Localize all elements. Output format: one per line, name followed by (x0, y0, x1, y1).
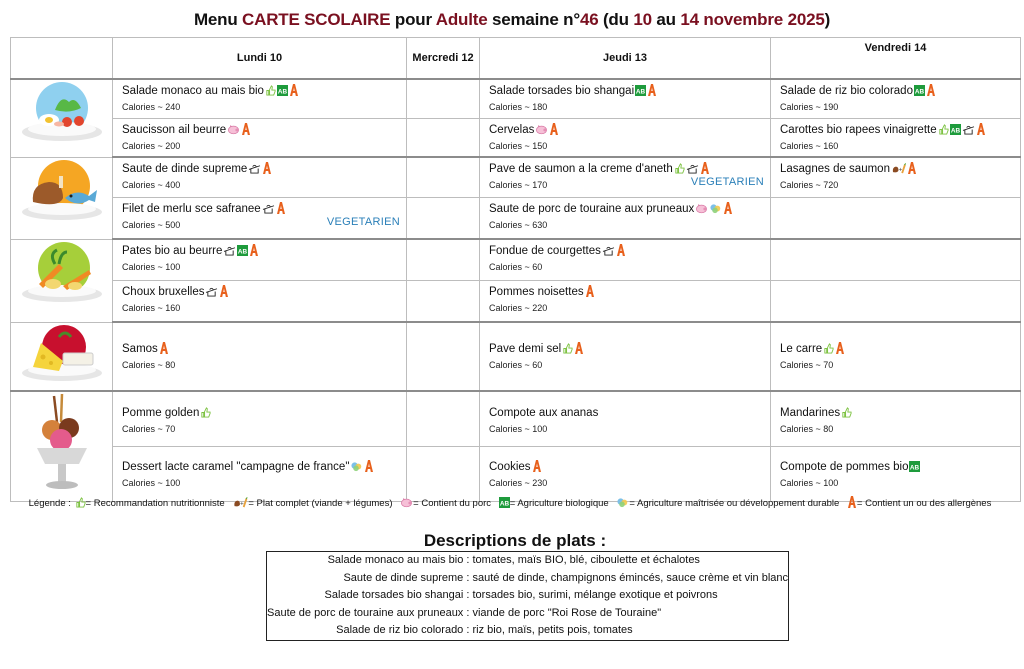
calories: Calories ~ 190 (780, 102, 839, 112)
dish-cell (771, 391, 1021, 447)
dish-cell (113, 391, 407, 447)
allergen-icon (262, 162, 272, 174)
description-row (267, 622, 789, 640)
day-header-vendredi: Vendredi 14 (771, 38, 1021, 80)
complete-meal-icon (891, 163, 906, 174)
image-header-cell (11, 38, 113, 80)
dish-name: Mandarines (780, 406, 841, 419)
day-header-lundi: Lundi 10 (113, 38, 407, 80)
allergen-icon (276, 202, 286, 214)
empty-cell (407, 79, 480, 118)
empty-cell (771, 197, 1021, 239)
table-row (11, 197, 1021, 239)
allergen-icon (723, 202, 733, 214)
dish-cell (771, 322, 1021, 391)
description-separator: : (463, 589, 473, 602)
starter-image (11, 79, 113, 157)
pig-icon (400, 497, 413, 508)
dish-name: Cervelas (489, 123, 535, 136)
empty-cell (771, 239, 1021, 280)
description-text: torsades bio, surimi, mélange exotique et poivrons (472, 589, 718, 602)
cooked-icon (223, 245, 236, 256)
cheese-image (11, 322, 113, 391)
dish-cell (480, 239, 771, 280)
ice-cream-cup-icon (27, 392, 97, 496)
calories: Calories ~ 160 (122, 302, 181, 313)
dish-cell (113, 118, 407, 157)
dish-cell (480, 322, 771, 391)
calories: Calories ~ 220 (489, 302, 548, 313)
description-separator: : (463, 606, 473, 619)
calories: Calories ~ 100 (489, 423, 548, 434)
dish-name: Pave demi sel (489, 343, 562, 355)
allergen-icon (976, 123, 986, 135)
pig-icon (535, 124, 548, 135)
side-dish-image (11, 239, 113, 322)
cooked-icon (602, 245, 615, 256)
calories: Calories ~ 720 (780, 180, 839, 190)
calories: Calories ~ 60 (489, 262, 543, 272)
vegetarian-label: VEGETARIEN (690, 176, 764, 188)
dish-cell (771, 79, 1021, 118)
thumb-up-icon (265, 85, 276, 96)
dish-cell (113, 322, 407, 391)
main-dish-image (11, 157, 113, 239)
legend-item-allergenes: = Contient un ou des allergènes (846, 498, 991, 509)
dish-name: Carottes bio rapees vinaigrette (780, 123, 937, 136)
dish-name: Saucisson ail beurre (122, 123, 227, 136)
dish-name: Fondue de courgettes (489, 245, 601, 257)
bio-icon (950, 124, 961, 135)
calories: Calories ~ 500 (122, 219, 181, 230)
legend-item-bio: = Agriculture biologique (498, 498, 609, 509)
dish-cell (113, 197, 407, 239)
thumb-up-icon (938, 124, 949, 135)
legend-prefix: Légende : (28, 498, 74, 509)
dish-cell (113, 157, 407, 197)
table-row (11, 157, 1021, 197)
dish-name: Pave de saumon a la creme d'aneth (489, 163, 673, 175)
calories: Calories ~ 230 (489, 477, 548, 488)
calories: Calories ~ 150 (489, 140, 548, 151)
description-dish: Saute de porc de touraine aux pruneaux (267, 606, 464, 619)
legend-item-plat-complet: = Plat complet (viande + légumes) (231, 498, 392, 509)
durable-icon (616, 497, 629, 508)
pig-icon (695, 203, 708, 214)
dish-cell (480, 197, 771, 239)
empty-cell (407, 197, 480, 239)
description-dish: Salade de riz bio colorado (336, 624, 464, 637)
dish-cell (113, 79, 407, 118)
bio-icon (635, 85, 646, 96)
dish-name: Pates bio au beurre (122, 245, 223, 257)
chicken-fish-plate-icon (19, 158, 105, 224)
description-text: tomates, maïs BIO, blé, ciboulette et échalotes (472, 554, 700, 566)
allergen-icon (364, 460, 374, 472)
cooked-icon (962, 124, 975, 135)
calories: Calories ~ 180 (489, 102, 548, 112)
empty-cell (407, 157, 480, 197)
allergen-icon (532, 460, 542, 472)
dish-cell (480, 391, 771, 447)
dish-cell (771, 446, 1021, 501)
durable-icon (709, 203, 722, 214)
dish-name: Salade monaco au mais bio (122, 85, 264, 97)
thumb-up-icon (562, 343, 573, 354)
cheese-plate-icon (19, 323, 105, 385)
dish-name: Le carre (780, 343, 823, 355)
legend-item-porc: = Contient du porc (399, 498, 491, 509)
description-text: sauté de dinde, champignons émincés, sauce crème et vin blanc (472, 571, 788, 584)
descriptions-table (266, 551, 789, 641)
descriptions-title: Descriptions de plats : (423, 531, 607, 550)
dish-cell (480, 157, 771, 197)
dish-name: Lasagnes de saumon (780, 163, 890, 175)
table-row (11, 391, 1021, 447)
bio-icon (277, 85, 288, 96)
allergen-icon (574, 342, 584, 354)
description-dish: Saute de dinde supreme (343, 571, 464, 584)
thumb-up-icon (841, 407, 852, 418)
dish-cell (480, 79, 771, 118)
description-row (267, 587, 789, 605)
cooked-icon (686, 163, 699, 174)
thumb-up-icon (200, 407, 211, 418)
dish-cell (480, 446, 771, 501)
day-header-mercredi: Mercredi 12 (407, 38, 480, 80)
dish-name: Salade torsades bio shangai (489, 85, 635, 97)
table-row (11, 322, 1021, 391)
allergen-icon (926, 84, 936, 96)
allergen-icon (159, 342, 169, 354)
dish-cell (480, 280, 771, 322)
calories: Calories ~ 240 (122, 102, 181, 112)
allergen-icon (249, 244, 259, 256)
calories: Calories ~ 100 (122, 262, 181, 272)
complete-meal-icon (232, 497, 248, 508)
calories: Calories ~ 80 (122, 360, 176, 370)
dish-name: Pommes noisettes (489, 285, 584, 298)
calories: Calories ~ 200 (122, 140, 181, 151)
dish-name: Filet de merlu sce safranee (122, 202, 261, 215)
dish-name: Saute de porc de touraine aux pruneaux (489, 202, 695, 215)
description-row (267, 570, 789, 588)
description-separator: : (463, 624, 473, 637)
dish-name: Pomme golden (122, 406, 200, 419)
vegetables-plate-icon (19, 240, 105, 306)
description-text: viande de porc "Roi Rose de Touraine" (472, 606, 662, 619)
pig-icon (227, 124, 240, 135)
calories: Calories ~ 400 (122, 180, 181, 190)
day-header-jeudi: Jeudi 13 (480, 38, 771, 80)
allergen-icon (289, 84, 299, 96)
allergen-icon (847, 496, 857, 508)
dish-name: Dessert lacte caramel "campagne de france" (122, 460, 350, 473)
salad-plate-icon (19, 80, 105, 146)
dish-cell (113, 280, 407, 322)
table-row (11, 118, 1021, 157)
dish-name: Saute de dinde supreme (122, 163, 248, 175)
calories: Calories ~ 170 (489, 180, 548, 190)
empty-cell (407, 239, 480, 280)
cooked-icon (262, 203, 275, 214)
description-row (267, 552, 789, 570)
table-row (11, 79, 1021, 118)
dish-cell (771, 157, 1021, 197)
calories: Calories ~ 160 (780, 140, 839, 151)
description-separator: : (463, 554, 473, 566)
dish-name: Compote de pommes bio (780, 460, 909, 473)
description-row (267, 605, 789, 623)
dish-name: Samos (122, 343, 158, 355)
allergen-icon (241, 123, 251, 135)
dish-cell (771, 118, 1021, 157)
empty-cell (407, 118, 480, 157)
dessert-image (11, 391, 113, 502)
header-row (11, 38, 1021, 80)
description-dish: Salade torsades bio shangai (324, 589, 464, 602)
calories: Calories ~ 70 (122, 423, 176, 434)
bio-icon (237, 245, 248, 256)
calories: Calories ~ 60 (489, 360, 543, 370)
dish-cell (113, 239, 407, 280)
dish-name: Cookies (489, 460, 531, 473)
legend-item-durable: = Agriculture maîtrisée ou développement durable (615, 498, 839, 509)
table-row (11, 280, 1021, 322)
calories: Calories ~ 630 (489, 219, 548, 230)
cooked-icon (205, 286, 218, 297)
allergen-icon (585, 285, 595, 297)
legend-item-recommandation: = Recommandation nutritionniste (74, 498, 225, 509)
allergen-icon (700, 162, 710, 174)
allergen-icon (907, 162, 917, 174)
bio-icon (909, 461, 920, 472)
description-text: riz bio, maïs, petits pois, tomates (472, 624, 633, 637)
empty-cell (771, 280, 1021, 322)
allergen-icon (616, 244, 626, 256)
dish-name: Compote aux ananas (489, 406, 599, 419)
calories: Calories ~ 70 (780, 360, 834, 370)
empty-cell (407, 391, 480, 447)
table-row (11, 446, 1021, 501)
bio-icon (914, 85, 925, 96)
durable-icon (350, 461, 363, 472)
allergen-icon (219, 285, 229, 297)
menu-table (10, 37, 1021, 502)
empty-cell (407, 446, 480, 501)
calories: Calories ~ 100 (780, 477, 839, 488)
thumb-up-icon (674, 163, 685, 174)
description-dish: Salade monaco au mais bio (327, 554, 464, 566)
calories: Calories ~ 80 (780, 423, 834, 434)
page-title: Menu CARTE SCOLAIRE pour Adulte semaine n°46 (du 10 au 14 novembre 2025) (193, 10, 831, 29)
thumb-up-icon (75, 497, 86, 508)
dish-name: Choux bruxelles (122, 285, 205, 298)
allergen-icon (835, 342, 845, 354)
cooked-icon (248, 163, 261, 174)
description-separator: : (463, 571, 473, 584)
dish-cell (113, 446, 407, 501)
dish-cell (480, 118, 771, 157)
thumb-up-icon (823, 343, 834, 354)
allergen-icon (647, 84, 657, 96)
allergen-icon (549, 123, 559, 135)
dish-name: Salade de riz bio colorado (780, 85, 913, 97)
vegetarian-label: VEGETARIEN (326, 215, 400, 228)
calories: Calories ~ 100 (122, 477, 181, 488)
empty-cell (407, 280, 480, 322)
table-row (11, 239, 1021, 280)
legend (0, 496, 1024, 509)
bio-icon (499, 497, 510, 508)
empty-cell (407, 322, 480, 391)
